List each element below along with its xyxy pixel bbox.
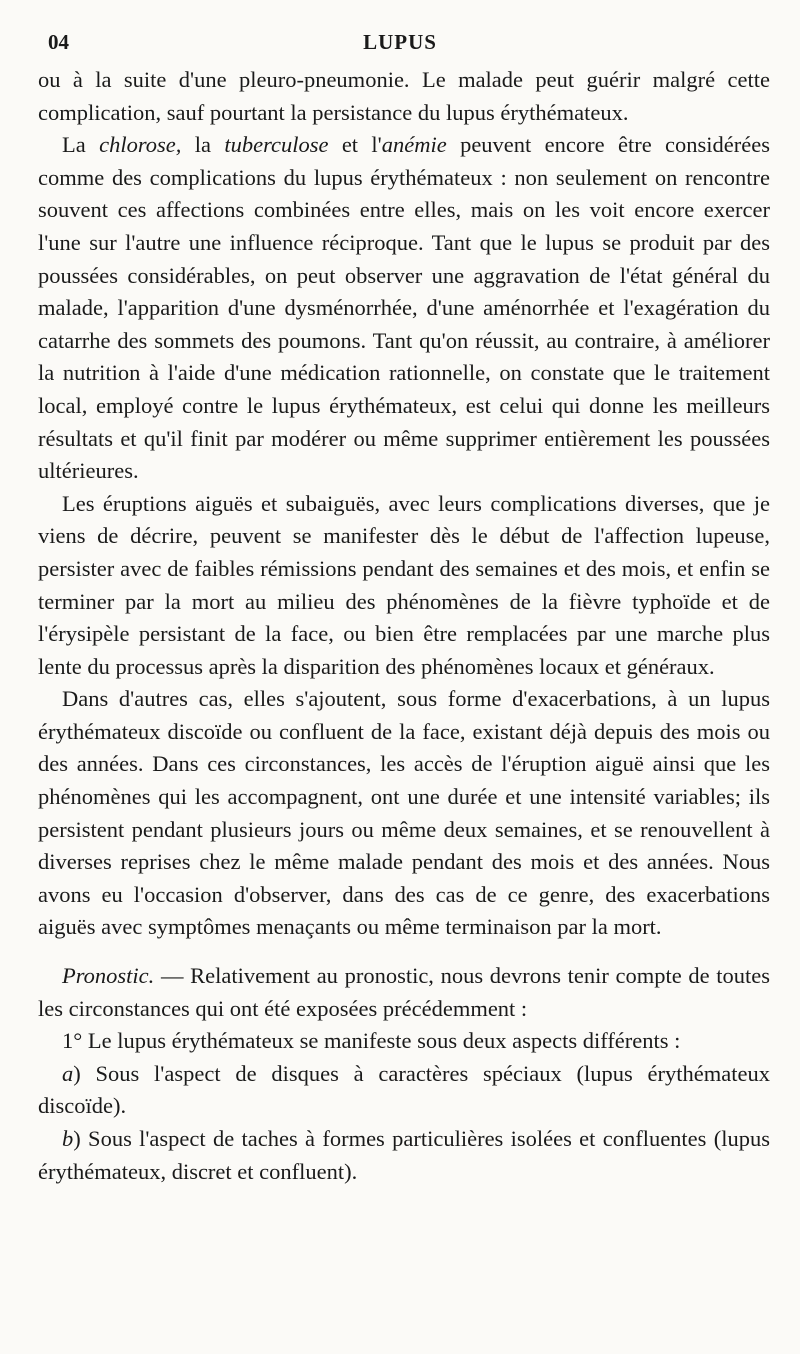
text-run: et l': [328, 132, 382, 158]
italic-run: b: [62, 1126, 74, 1151]
italic-run: anémie: [381, 132, 447, 158]
text-run: ) Sous l'aspect de taches à formes particulières isolées et confluentes (lupus érythémateux, discret et confluent).: [38, 1126, 770, 1184]
text-run: ou à la suite d'une pleuro-pneumonie. Le malade peut guérir malgré cette complication, sauf pourtant la persistance du lupus érythémateux.: [38, 67, 770, 125]
page-number: 04: [48, 30, 69, 54]
paragraph: [38, 64, 770, 129]
text-run: Les éruptions aiguës et subaiguës, avec leurs complications diverses, que je viens de décrire, peuvent se manifester dès le début de l'affection lupeuse, persister avec de faibles rémissions pendant des semaines et des mois, et enfin se terminer par la mort au milieu des phénomènes de la fièvre typhoïde et de l'érysipèle persistant de la face, ou bien être remplacées par une marche plus lente du processus après la disparition des phénomènes locaux et généraux.: [38, 490, 770, 679]
list-item: [38, 1058, 770, 1123]
text-run: Dans d'autres cas, elles s'ajoutent, sous forme d'exacerbations, à un lupus érythémateux discoïde ou confluent de la face, existant déjà depuis des mois ou des années. Dans ces circonstances, les accès de l'éruption aiguë ainsi que les phénomènes qui les accompagnent, ont une durée et une intensité variables; ils persistent pendant plusieurs jours ou même deux semaines, et se renouvellent à diverses reprises chez le même malade pendant des mois et des années. Nous avons eu l'occasion d'observer, dans des cas de ce genre, des exacerbations aiguës avec symptômes menaçants ou même terminaison par la mort.: [38, 686, 770, 940]
paragraph: [38, 129, 770, 488]
paragraph: [38, 488, 770, 684]
italic-run: tuberculose: [224, 132, 329, 158]
italic-run: Pronostic.: [62, 963, 155, 989]
page-header: [38, 30, 762, 60]
italic-run: chlorose,: [99, 132, 182, 158]
text-run: — Relativement au pronostic, nous devrons tenir compte de toutes les circonstances qui ont été exposées précédemment :: [38, 963, 770, 1021]
text-run: La: [62, 132, 100, 158]
paragraph: [38, 683, 770, 944]
text-run: peuvent encore être considérées comme des complications du lupus érythémateux : non seulement on rencontre souvent ces affections combinées entre elles, mais on les voit encore exercer l'une sur l'autre une influence réciproque. Tant que le lupus se produit par des poussées considérables, on peut observer une aggravation de l'état général du malade, l'apparition d'une dysménorrhée, d'une aménorrhée et l'exagération du catarrhe des sommets des poumons. Tant qu'on réussit, au contraire, à améliorer la nutrition à l'aide d'une médication rationnelle, on constate que le traitement local, employé contre le lupus érythémateux, est celui qui donne les meilleurs résultats et qu'il finit par modérer ou même supprimer entièrement les poussées ultérieures.: [38, 132, 770, 484]
list-item: [38, 1025, 770, 1058]
paragraph-pronostic: [38, 960, 770, 1025]
text-run: 1° Le lupus érythémateux se manifeste sous deux aspects différents :: [62, 1028, 681, 1054]
italic-run: a: [62, 1060, 74, 1086]
text-run: ) Sous l'aspect de disques à caractères spéciaux (lupus érythémateux discoïde).: [38, 1060, 770, 1119]
running-title: LUPUS: [363, 30, 437, 54]
body-text: [38, 64, 770, 1188]
text-run: la: [181, 132, 225, 158]
list-item: [38, 1123, 770, 1188]
